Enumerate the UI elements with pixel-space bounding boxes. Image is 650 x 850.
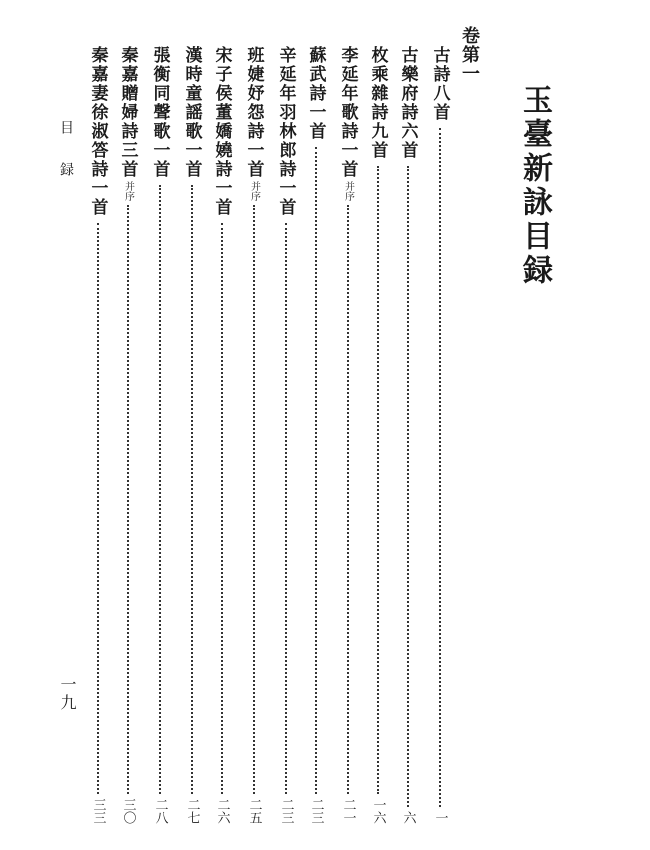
entry-page: 三三 [90, 798, 106, 824]
entry-page: 二五 [246, 798, 262, 824]
leader-dots [97, 223, 99, 794]
toc-entry [86, 46, 110, 824]
juan-heading: 卷第一 [459, 26, 480, 83]
leader-dots [439, 128, 441, 807]
entry-title: 漢時童謡歌一首 [181, 46, 202, 179]
toc-entry [116, 46, 140, 824]
leader-dots [159, 185, 161, 794]
entry-page: 二三 [278, 798, 294, 824]
entry-page: 二三 [308, 798, 324, 824]
entry-title: 宋子侯董嬌嬈詩一首 [211, 46, 232, 217]
entry-title: 辛延年羽林郎詩一首 [275, 46, 296, 217]
entry-note: 并序 [248, 181, 260, 201]
leader-dots [253, 205, 255, 794]
toc-entry [274, 46, 298, 824]
entry-title: 古詩八首 [429, 46, 450, 122]
toc-entry [210, 46, 234, 824]
entry-title: 班婕妤怨詩一首 [243, 46, 264, 179]
entry-page: 二八 [152, 798, 168, 824]
leader-dots [315, 147, 317, 794]
toc-entry [148, 46, 172, 824]
margin-label: 目録 [58, 120, 74, 204]
entry-page: 一 [432, 811, 448, 824]
entry-page: 二一 [340, 798, 356, 824]
leader-dots [285, 223, 287, 794]
entry-title: 枚乘雜詩九首 [367, 46, 388, 160]
entry-page: 三〇 [120, 798, 136, 824]
entry-note: 并序 [342, 181, 354, 201]
leader-dots [191, 185, 193, 794]
entry-title: 張衡同聲歌一首 [149, 46, 170, 179]
leader-dots [377, 166, 379, 794]
entry-title: 秦嘉贈婦詩三首 [117, 46, 138, 179]
toc-entry [304, 46, 328, 824]
leader-dots [347, 205, 349, 794]
toc-entry [366, 46, 390, 824]
entry-page: 二七 [184, 798, 200, 824]
leader-dots [221, 223, 223, 794]
book-title: 玉臺新詠目録 [517, 84, 552, 288]
toc-entry [242, 46, 266, 824]
leader-dots [127, 205, 129, 794]
toc-entry [396, 46, 420, 824]
toc-entry [428, 46, 452, 824]
entry-page: 一六 [370, 798, 386, 824]
folio-number: 一九 [58, 676, 77, 712]
entry-title: 蘇武詩一首 [305, 46, 326, 141]
entry-title: 秦嘉妻徐淑答詩一首 [87, 46, 108, 217]
entry-page: 六 [400, 811, 416, 824]
leader-dots [407, 166, 409, 807]
entry-title: 古樂府詩六首 [397, 46, 418, 160]
entry-note: 并序 [122, 181, 134, 201]
toc-entry [180, 46, 204, 824]
entry-title: 李延年歌詩一首 [337, 46, 358, 179]
toc-entry [336, 46, 360, 824]
entry-page: 二六 [214, 798, 230, 824]
